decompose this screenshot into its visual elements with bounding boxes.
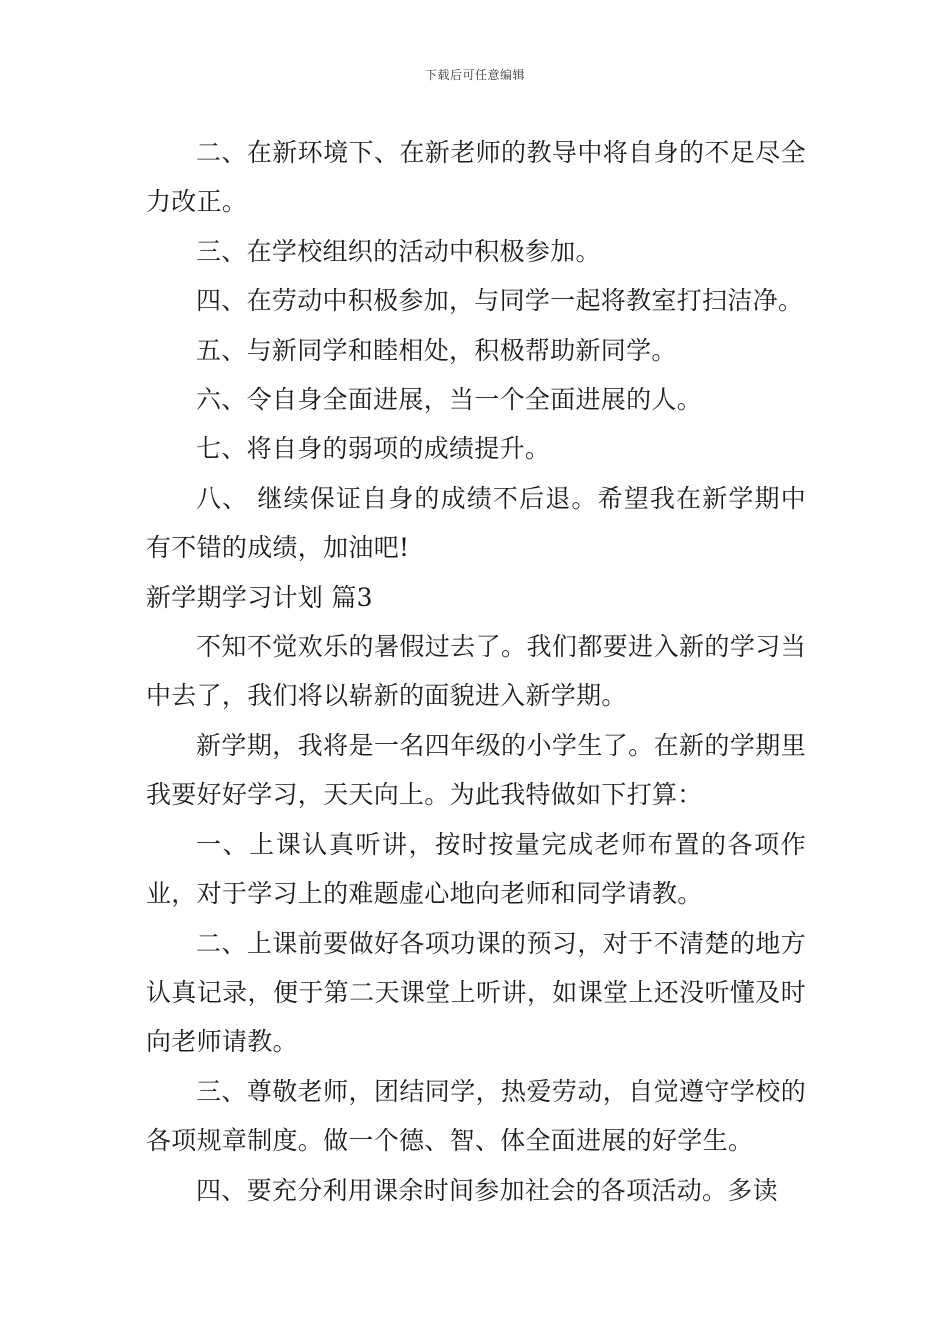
section-paragraph-item-4: 四、要充分利用课余时间参加社会的各项活动。多读	[196, 1175, 778, 1205]
paragraph-item-5: 五、与新同学和睦相处，积极帮助新同学。	[196, 335, 677, 365]
section-paragraph-intro: 不知不觉欢乐的暑假过去了。我们都要进入新的学习当中去了，我们将以崭新的面貌进入新学期。	[146, 632, 806, 711]
paragraph-item-4: 四、在劳动中积极参加，与同学一起将教室打扫洁净。	[196, 286, 804, 316]
paragraph-item-8: 八、 继续保证自身的成绩不后退。希望我在新学期中有不错的成绩，加油吧!	[146, 483, 806, 563]
section-paragraph-item-3: 三、尊敬老师，团结同学，热爱劳动，自觉遵守学校的各项规章制度。做一个德、智、体全面进展的好学生。	[146, 1076, 806, 1156]
section-title: 新学期学习计划 篇3	[146, 582, 373, 612]
paragraph-item-2: 二、在新环境下、在新老师的教导中将自身的不足尽全力改正。	[146, 138, 806, 217]
paragraph-item-6: 六、令自身全面进展，当一个全面进展的人。	[196, 385, 703, 415]
page-header: 下载后可任意编辑	[424, 68, 525, 82]
paragraph-item-7: 七、将自身的弱项的成绩提升。	[196, 434, 551, 464]
section-paragraph-plan: 新学期，我将是一名四年级的小学生了。在新的学期里我要好好学习，天天向上。为此我特做如下打算：	[146, 730, 806, 810]
section-paragraph-item-1: 一、上课认真听讲，按时按量完成老师布置的各项作业，对于学习上的难题虚心地向老师和同学请教。	[146, 829, 806, 909]
document-body	[146, 128, 806, 1215]
paragraph-item-3: 三、在学校组织的活动中积极参加。	[196, 236, 601, 266]
section-paragraph-item-2: 二、上课前要做好各项功课的预习，对于不清楚的地方认真记录，便于第二天课堂上听讲，如课堂上还没听懂及时向老师请教。	[146, 928, 806, 1057]
